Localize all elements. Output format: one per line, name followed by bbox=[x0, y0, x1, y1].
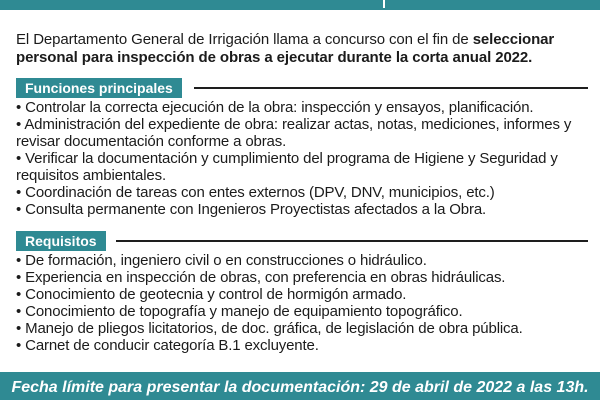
list-item bbox=[16, 320, 594, 337]
functions-heading: Funciones principales bbox=[16, 78, 182, 98]
list-item bbox=[16, 303, 594, 320]
bullet-icon: • bbox=[16, 337, 22, 354]
list-item-text: Experiencia en inspección de obras, con preferencia en obras hidráulicas. bbox=[25, 269, 506, 286]
list-item bbox=[16, 99, 594, 116]
functions-list bbox=[16, 99, 594, 218]
list-item-text: Conocimiento de geotecnia y control de hormigón armado. bbox=[25, 286, 407, 303]
deadline-text: Fecha límite para presentar la documentación: 29 de abril de 2022 a las 13h. bbox=[11, 379, 589, 396]
bullet-icon: • bbox=[16, 320, 22, 337]
list-item-text: Coordinación de tareas con entes externos (DPV, DNV, municipios, etc.) bbox=[25, 184, 495, 201]
intro-highlight: seleccionar personal para inspección de obras a ejecutar durante la corta anual 2022. bbox=[16, 31, 555, 66]
list-item-text: Controlar la correcta ejecución de la obra: inspección y ensayos, planificación. bbox=[25, 99, 534, 116]
requirements-heading-rule bbox=[116, 240, 588, 242]
list-item-text: Carnet de conducir categoría B.1 excluyente. bbox=[25, 337, 319, 354]
requirements-heading: Requisitos bbox=[16, 231, 106, 251]
list-item bbox=[16, 184, 594, 201]
bullet-icon: • bbox=[16, 99, 22, 116]
functions-heading-rule bbox=[194, 87, 588, 89]
functions-section-header bbox=[16, 78, 588, 98]
list-item-text: Consulta permanente con Ingenieros Proyectistas afectados a la Obra. bbox=[25, 201, 487, 218]
bullet-icon: • bbox=[16, 184, 22, 201]
banner-divider-mark bbox=[383, 0, 385, 8]
bullet-icon: • bbox=[16, 201, 22, 218]
list-item-text: Administración del expediente de obra: realizar actas, notas, mediciones, informes y revisar documentación conforme a obras. bbox=[16, 116, 572, 150]
list-item bbox=[16, 252, 594, 269]
list-item bbox=[16, 201, 594, 218]
list-item-text: De formación, ingeniero civil o en construcciones o hidráulico. bbox=[25, 252, 427, 269]
requirements-list bbox=[16, 252, 594, 354]
bullet-icon: • bbox=[16, 286, 22, 303]
bullet-icon: • bbox=[16, 303, 22, 320]
bullet-icon: • bbox=[16, 150, 22, 167]
bullet-icon: • bbox=[16, 116, 22, 133]
list-item-text: Manejo de pliegos licitatorios, de doc. gráfica, de legislación de obra pública. bbox=[25, 320, 523, 337]
requirements-section-header bbox=[16, 231, 588, 251]
list-item bbox=[16, 286, 594, 303]
list-item bbox=[16, 269, 594, 286]
list-item bbox=[16, 337, 594, 354]
bullet-icon: • bbox=[16, 269, 22, 286]
top-banner-bar bbox=[0, 0, 600, 10]
intro-paragraph bbox=[16, 31, 588, 67]
list-item bbox=[16, 150, 594, 184]
bullet-icon: • bbox=[16, 252, 22, 269]
intro-text: El Departamento General de Irrigación llama a concurso con el fin de bbox=[16, 31, 473, 48]
list-item-text: Verificar la documentación y cumplimiento del programa de Higiene y Seguridad y requisitos ambientales. bbox=[16, 150, 558, 184]
list-item-text: Conocimiento de topografía y manejo de equipamiento topográfico. bbox=[25, 303, 463, 320]
list-item bbox=[16, 116, 594, 150]
